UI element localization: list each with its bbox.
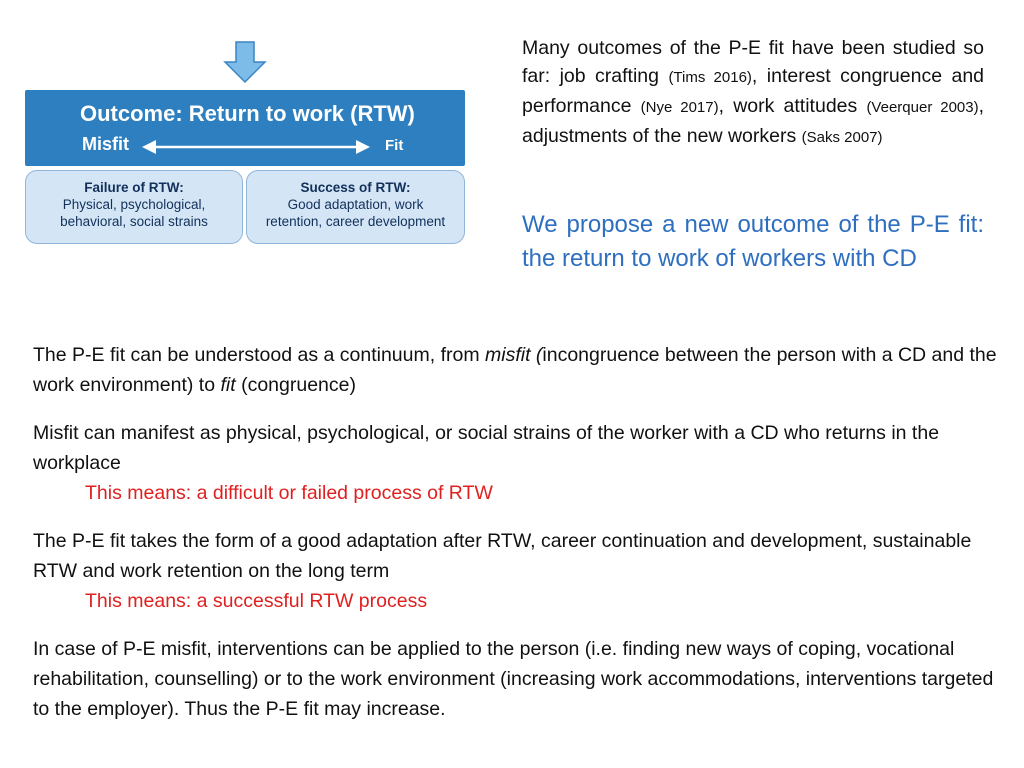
success-line-2: retention, career development [265, 214, 446, 229]
misfit-label: Misfit [82, 134, 129, 154]
down-arrow-icon [223, 40, 267, 84]
text-part: Misfit can manifest as physical, psychological, or social strains of the worker with a CD who returns in the workplace [33, 422, 940, 474]
fit-label: Fit [385, 137, 404, 154]
fit-term: fit [220, 374, 236, 396]
paragraph-interventions [33, 634, 1008, 724]
text-part: The P-E fit takes the form of a good adaptation after RTW, career continuation and development, sustainable RTW and work retention on the long term [33, 530, 972, 582]
intro-part: Many outcomes of the P-E fit have been studied so far: job crafting [522, 37, 984, 87]
paragraph-misfit [33, 418, 1008, 508]
intro-part: , work attitudes [718, 95, 867, 117]
intro-text [522, 34, 984, 152]
outcome-header-box [25, 90, 465, 166]
failure-line-1: Physical, psychological, [62, 197, 206, 212]
reference: (Nye 2017) [640, 99, 719, 116]
success-box [246, 170, 465, 244]
misfit-term: misfit ( [485, 344, 543, 366]
outcome-title: Outcome: Return to work (RTW) [80, 101, 415, 126]
reference: (Tims 2016) [668, 69, 752, 86]
failure-title: Failure of RTW: [84, 180, 184, 195]
double-arrow-icon [140, 137, 372, 157]
text-part: The P-E fit can be understood as a continuum, from [33, 344, 485, 366]
success-line-1: Good adaptation, work [287, 197, 424, 212]
misfit-note: This means: a difficult or failed process of RTW [85, 482, 493, 504]
intro-part: , adjustments of the new workers [522, 95, 985, 147]
reference: (Saks 2007) [801, 129, 883, 146]
main-text [33, 340, 1008, 742]
text-part: In case of P-E misfit, interventions can be applied to the person (i.e. finding new ways of coping, vocational rehabilitation, counselling) or to the work environment (increasing work accommodations, interventions targeted to the employer). Thus the P-E fit may increase. [33, 638, 994, 720]
failure-line-2: behavioral, social strains [60, 214, 208, 229]
reference: (Veerquer 2003) [866, 99, 979, 116]
success-title: Success of RTW: [300, 180, 411, 195]
fit-note: This means: a successful RTW process [85, 590, 428, 612]
failure-box [25, 170, 243, 244]
text-part: incongruence between the person with a CD and the work environment) to [33, 344, 997, 396]
rtw-diagram [25, 40, 466, 250]
paragraph-fit [33, 526, 1008, 616]
paragraph-continuum [33, 340, 1008, 400]
text-part: (congruence) [235, 374, 356, 396]
intro-part: , interest congruence and performance [522, 65, 985, 117]
proposal-text: We propose a new outcome of the P-E fit: the return to work of workers with CD [522, 211, 984, 272]
